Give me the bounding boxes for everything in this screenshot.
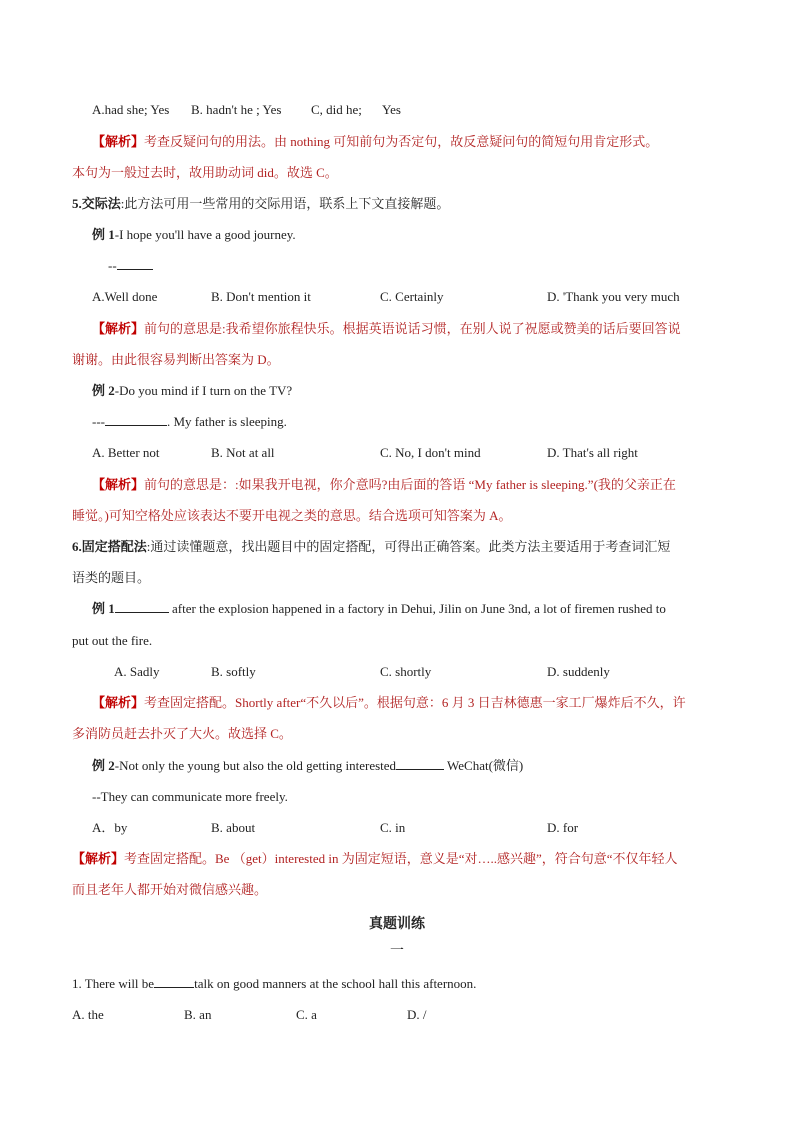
example-text: after the explosion happened in a factory in Dehui, Jilin on June 3nd, a lot of firemen rushed to	[168, 601, 666, 616]
answer-blank	[396, 757, 444, 770]
section-title: 6.固定搭配法	[72, 539, 147, 554]
example-text: -Do you mind if I turn on the TV?	[114, 383, 293, 398]
option-a: A.Well done	[92, 289, 158, 304]
example-text: -I hope you'll have a good journey.	[114, 227, 296, 242]
example-stem	[92, 600, 666, 618]
option-b: B. Not at all	[211, 445, 275, 460]
option-a: A.had she; Yes	[92, 102, 170, 117]
section-title: 真题训练	[369, 917, 425, 932]
answer-blank	[115, 600, 169, 613]
analysis-tag: 【解析】	[92, 695, 145, 710]
section-title: 5.交际法	[72, 196, 121, 211]
analysis-line	[92, 133, 658, 151]
section-text: 语类的题目。	[72, 570, 151, 585]
option-c: C, did he;	[311, 102, 362, 117]
option-a: A．by	[92, 820, 128, 835]
option-b: B. hadn't he ; Yes	[191, 102, 282, 117]
answer-blank	[154, 975, 194, 988]
example-text: put out the fire.	[72, 633, 153, 648]
answer-blank	[117, 257, 153, 270]
example-label: 例 1	[92, 227, 115, 242]
analysis-tag: 【解析】	[92, 134, 145, 149]
question-text: talk on good manners at the school hall this afternoon.	[194, 976, 477, 991]
analysis-line: 睡觉。)可知空格处应该表达不要开电视之类的意思。结合选项可知答案为 A。	[72, 508, 512, 523]
analysis-tag: 【解析】	[72, 851, 125, 866]
reply-dash: --	[108, 258, 117, 273]
question-text: 1. There will be	[72, 976, 155, 991]
option-a: A. Sadly	[114, 664, 160, 679]
option-a: A. the	[72, 1007, 104, 1022]
option-c: C. shortly	[380, 664, 432, 679]
reply-text: . My father is sleeping.	[167, 414, 287, 429]
option-b: B. an	[184, 1007, 212, 1022]
analysis-line	[92, 476, 676, 494]
analysis-text: 前句的意思是：:如果我开电视，你介意吗?由后面的答语	[144, 477, 469, 492]
example-label: 例 2	[92, 383, 115, 398]
analysis-line: 多消防员赶去扑灭了大火。故选择 C。	[72, 726, 292, 741]
example-stem	[92, 382, 292, 400]
example-reply: --They can communicate more freely.	[92, 789, 288, 804]
example-reply	[92, 413, 287, 431]
reply-dash: ---	[92, 414, 105, 429]
option-c: C. in	[380, 820, 406, 835]
analysis-text: 考查固定搭配。Be （get）interested in 为固定短语，意义是“对…..感兴趣”，符合句意“不仅年轻人	[124, 851, 678, 866]
example-reply	[108, 257, 153, 275]
analysis-line	[92, 320, 681, 338]
option-d: D. /	[407, 1007, 427, 1022]
option-d: D. 'Thank you very much	[547, 289, 680, 304]
analysis-text: 考查固定搭配。Shortly after“不久以后”。根据句意：6 月 3 日吉林德惠一家工厂爆炸后不久，许	[144, 695, 686, 710]
analysis-line	[92, 694, 686, 712]
option-c-answer: Yes	[382, 102, 401, 117]
analysis-line: 谢谢。由此很容易判断出答案为 D。	[72, 352, 280, 367]
question-stem	[72, 975, 476, 993]
option-b: B. softly	[211, 664, 256, 679]
option-d: D. for	[547, 820, 579, 835]
analysis-line: 而且老年人都开始对微信感兴趣。	[72, 882, 268, 897]
option-d: D. That's all right	[547, 445, 638, 460]
analysis-line: 本句为一般过去时，故用助动词 did。故选 C。	[72, 165, 338, 180]
analysis-text: 考查反疑问句的用法。由 nothing 可知前句为否定句，故反意疑问句的简短句用肯定形式。	[144, 134, 659, 149]
option-d: D. suddenly	[547, 664, 610, 679]
option-c: C. Certainly	[380, 289, 444, 304]
section-heading	[72, 195, 449, 213]
option-a: A. Better not	[92, 445, 160, 460]
example-label: 例 2	[92, 758, 115, 773]
analysis-quote: “My father is sleeping.”	[468, 477, 594, 492]
example-text: -Not only the young but also the old getting interested	[114, 758, 397, 773]
option-c: C. a	[296, 1007, 317, 1022]
section-text: :此方法可用一些常用的交际用语，联系上下文直接解题。	[120, 196, 450, 211]
section-heading	[72, 538, 670, 556]
answer-blank	[105, 413, 167, 426]
analysis-tag: 【解析】	[92, 477, 145, 492]
analysis-text: 前句的意思是:我希望你旅程快乐。根据英语说话习惯，在别人说了祝愿或赞美的话后要回答说	[144, 321, 681, 336]
analysis-text: (我的父亲正在	[593, 477, 676, 492]
section-subtitle: 一	[390, 944, 404, 959]
section-text: :通过读懂题意，找出题目中的固定搭配，可得出正确答案。此类方法主要适用于考查词汇短	[146, 539, 671, 554]
option-b: B. Don't mention it	[211, 289, 311, 304]
option-c: C. No, I don't mind	[380, 445, 481, 460]
example-stem	[92, 757, 523, 775]
analysis-tag: 【解析】	[92, 321, 145, 336]
option-b: B. about	[211, 820, 256, 835]
example-label: 例 1	[92, 601, 115, 616]
example-stem	[92, 226, 296, 244]
analysis-line	[72, 850, 678, 868]
example-text: WeChat(微信)	[444, 758, 524, 773]
